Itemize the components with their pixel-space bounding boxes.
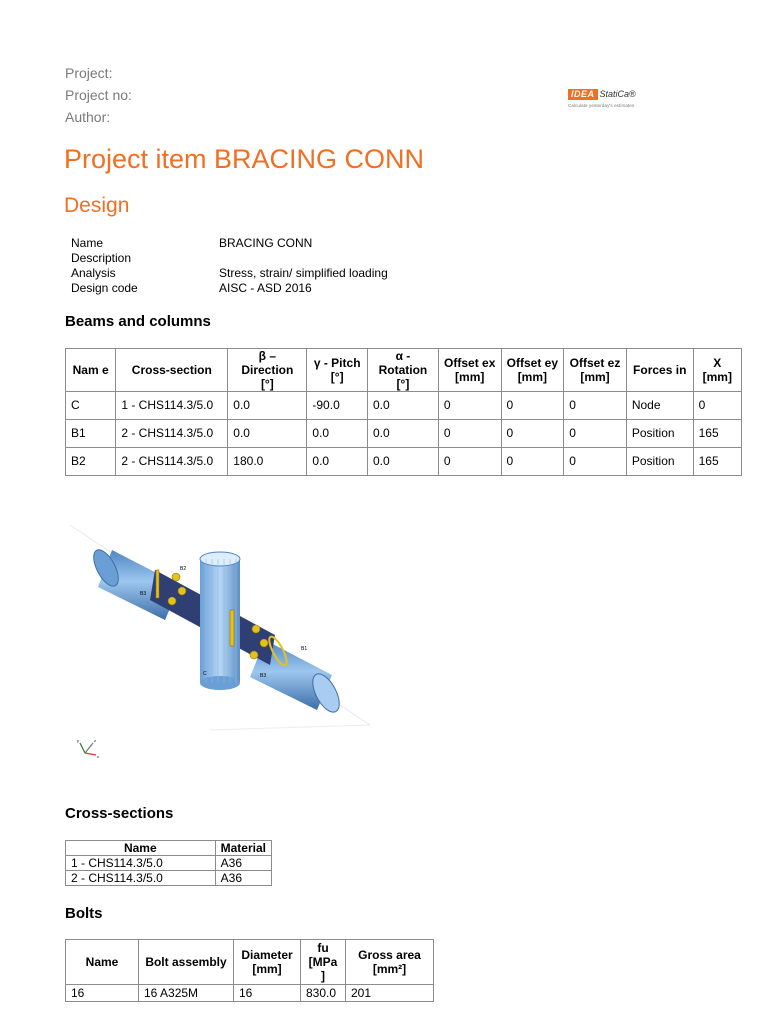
cell: 2 - CHS114.3/5.0 [116,448,228,476]
cell: -90.0 [307,392,368,420]
project-label: Project: [65,65,113,81]
col-forces-in: Forces in [626,349,693,392]
design-info [71,236,388,296]
idea-statica-logo [568,84,688,106]
beams-heading: Beams and columns [65,313,211,330]
cell: Position [626,420,693,448]
design-key: Design code [71,281,138,295]
cell: 0 [501,448,564,476]
cell: 0 [564,420,627,448]
design-value: AISC - ASD 2016 [219,281,312,295]
cell: 1 - CHS114.3/5.0 [116,392,228,420]
col-name: Name [66,940,139,985]
table-header-row [66,349,742,392]
cell: 1 - CHS114.3/5.0 [66,856,216,871]
design-row [71,281,388,296]
cross-sections-heading: Cross-sections [65,805,174,822]
cell: 165 [693,448,741,476]
bolts-heading: Bolts [65,905,103,922]
col-cross-section: Cross-section [116,349,228,392]
design-key: Name [71,236,104,250]
axis-triad-icon [77,738,99,759]
col-direction: β – Direction [°] [228,349,307,392]
table-header-row [66,940,434,985]
cell: B2 [66,448,116,476]
page-title: Project item BRACING CONN [64,144,425,174]
col-offset-ez: Offset ez [mm] [564,349,627,392]
label-b3: B3 [140,591,147,597]
cell: 16 [66,985,139,1002]
cell: Position [626,448,693,476]
table-row [66,871,272,886]
col-material: Material [215,841,271,856]
cell: 0.0 [228,392,307,420]
connection-3d-model [60,515,390,765]
label-b1: B1 [301,646,308,652]
table-row [66,448,742,476]
cell: 0 [501,392,564,420]
design-row [71,236,388,251]
cell: 0.0 [307,420,368,448]
design-row [71,251,388,266]
design-key: Analysis [71,266,116,280]
col-x: X [mm] [693,349,741,392]
col-name: Nam e [66,349,116,392]
cell: 0 [564,448,627,476]
cell: Node [626,392,693,420]
label-b1b: B3 [260,673,267,679]
cell: 0 [438,392,501,420]
logo-mark: IDEA [568,89,598,100]
col-pitch: γ - Pitch [°] [307,349,368,392]
beams-table [65,348,742,476]
table-row [66,985,434,1002]
project-no-label: Project no: [65,87,132,103]
label-c: C [203,671,207,677]
cell: 830.0 [301,985,346,1002]
cross-sections-table [65,840,272,886]
col-bolt-assembly: Bolt assembly [139,940,234,985]
cell: 2 - CHS114.3/5.0 [116,420,228,448]
logo-brand: StatiCa® [599,89,636,99]
cell: 0.0 [368,420,439,448]
col-rotation: α - Rotation [°] [368,349,439,392]
logo-tagline: Calculate yesterday's estimates [568,103,635,108]
cell: 0 [501,420,564,448]
author-label: Author: [65,109,111,125]
cell: 0 [693,392,741,420]
cell: 0 [438,420,501,448]
cell: A36 [215,871,271,886]
table-row [66,420,742,448]
col-name: Name [66,841,216,856]
col-offset-ex: Offset ex [mm] [438,349,501,392]
cell: 0.0 [307,448,368,476]
table-row [66,392,742,420]
label-b2: B2 [180,566,187,572]
cell: 0.0 [368,448,439,476]
axis-z-label: z [94,738,96,743]
col-gross-area: Gross area [mm²] [346,940,434,985]
design-row [71,266,388,281]
design-heading: Design [64,194,130,217]
cell: 0 [564,392,627,420]
col-offset-ey: Offset ey [mm] [501,349,564,392]
col-diameter: Diameter [mm] [234,940,301,985]
cell: 0.0 [228,420,307,448]
cell: 16 A325M [139,985,234,1002]
design-value: Stress, strain/ simplified loading [219,266,388,280]
table-row [66,856,272,871]
col-fu: fu [MPa ] [301,940,346,985]
cell: 165 [693,420,741,448]
cell: A36 [215,856,271,871]
cell: B1 [66,420,116,448]
cell: 201 [346,985,434,1002]
cell: 2 - CHS114.3/5.0 [66,871,216,886]
cell: 0.0 [368,392,439,420]
design-key: Description [71,251,132,265]
cell: C [66,392,116,420]
cell: 0 [438,448,501,476]
axis-y-label: y [77,738,79,743]
cell: 180.0 [228,448,307,476]
design-value: BRACING CONN [219,236,313,250]
axis-x-label: x [97,754,99,759]
project-meta [65,62,132,128]
bolts-table [65,939,434,1002]
cell: 16 [234,985,301,1002]
table-header-row [66,841,272,856]
